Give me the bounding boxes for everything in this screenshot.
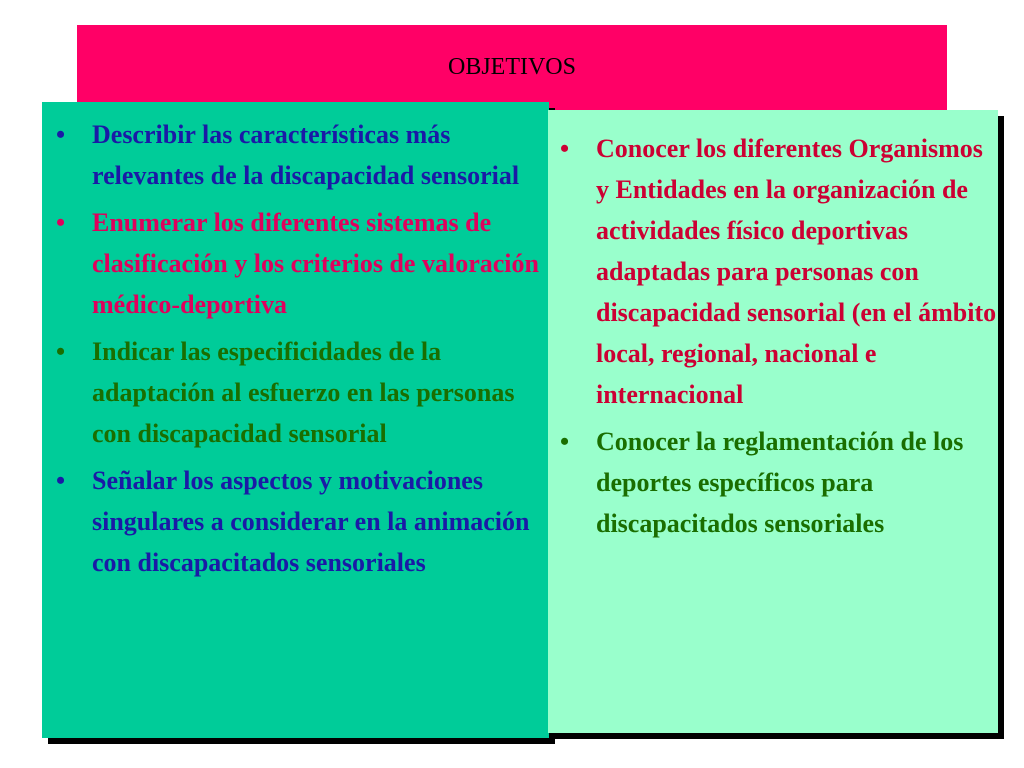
bullet-icon: • <box>560 134 570 163</box>
bullet-icon: • <box>56 337 66 366</box>
objective-text: Enumerar los diferentes sistemas de clasificación y los criterios de valoración médico-deportiva <box>92 208 539 319</box>
list-item <box>42 114 549 196</box>
bullet-icon: • <box>56 466 66 495</box>
list-item <box>548 128 998 415</box>
list-item <box>42 202 549 325</box>
objective-text: Conocer la reglamentación de los deportes específicos para discapacitados sensoriales <box>596 427 964 538</box>
list-item <box>42 460 549 583</box>
slide-title: OBJETIVOS <box>447 54 576 80</box>
right-objectives-list <box>548 128 998 550</box>
left-objectives-list <box>42 114 549 589</box>
list-item <box>548 421 998 544</box>
left-objectives-panel <box>42 102 549 738</box>
bullet-icon: • <box>56 120 66 149</box>
bullet-icon: • <box>560 427 570 456</box>
list-item <box>42 331 549 454</box>
objective-text: Señalar los aspectos y motivaciones singulares a considerar en la animación con discapacitados sensoriales <box>92 466 530 577</box>
objective-text: Describir las características más relevantes de la discapacidad sensorial <box>92 120 520 190</box>
objective-text: Indicar las especificidades de la adaptación al esfuerzo en las personas con discapacidad sensorial <box>92 337 515 448</box>
bullet-icon: • <box>56 208 66 237</box>
right-objectives-panel <box>548 110 998 733</box>
objective-text: Conocer los diferentes Organismos y Entidades en la organización de actividades físico deportivas adaptadas para personas con discapacidad sensorial (en el ámbito local, regional, nacional e internacional <box>596 134 997 409</box>
